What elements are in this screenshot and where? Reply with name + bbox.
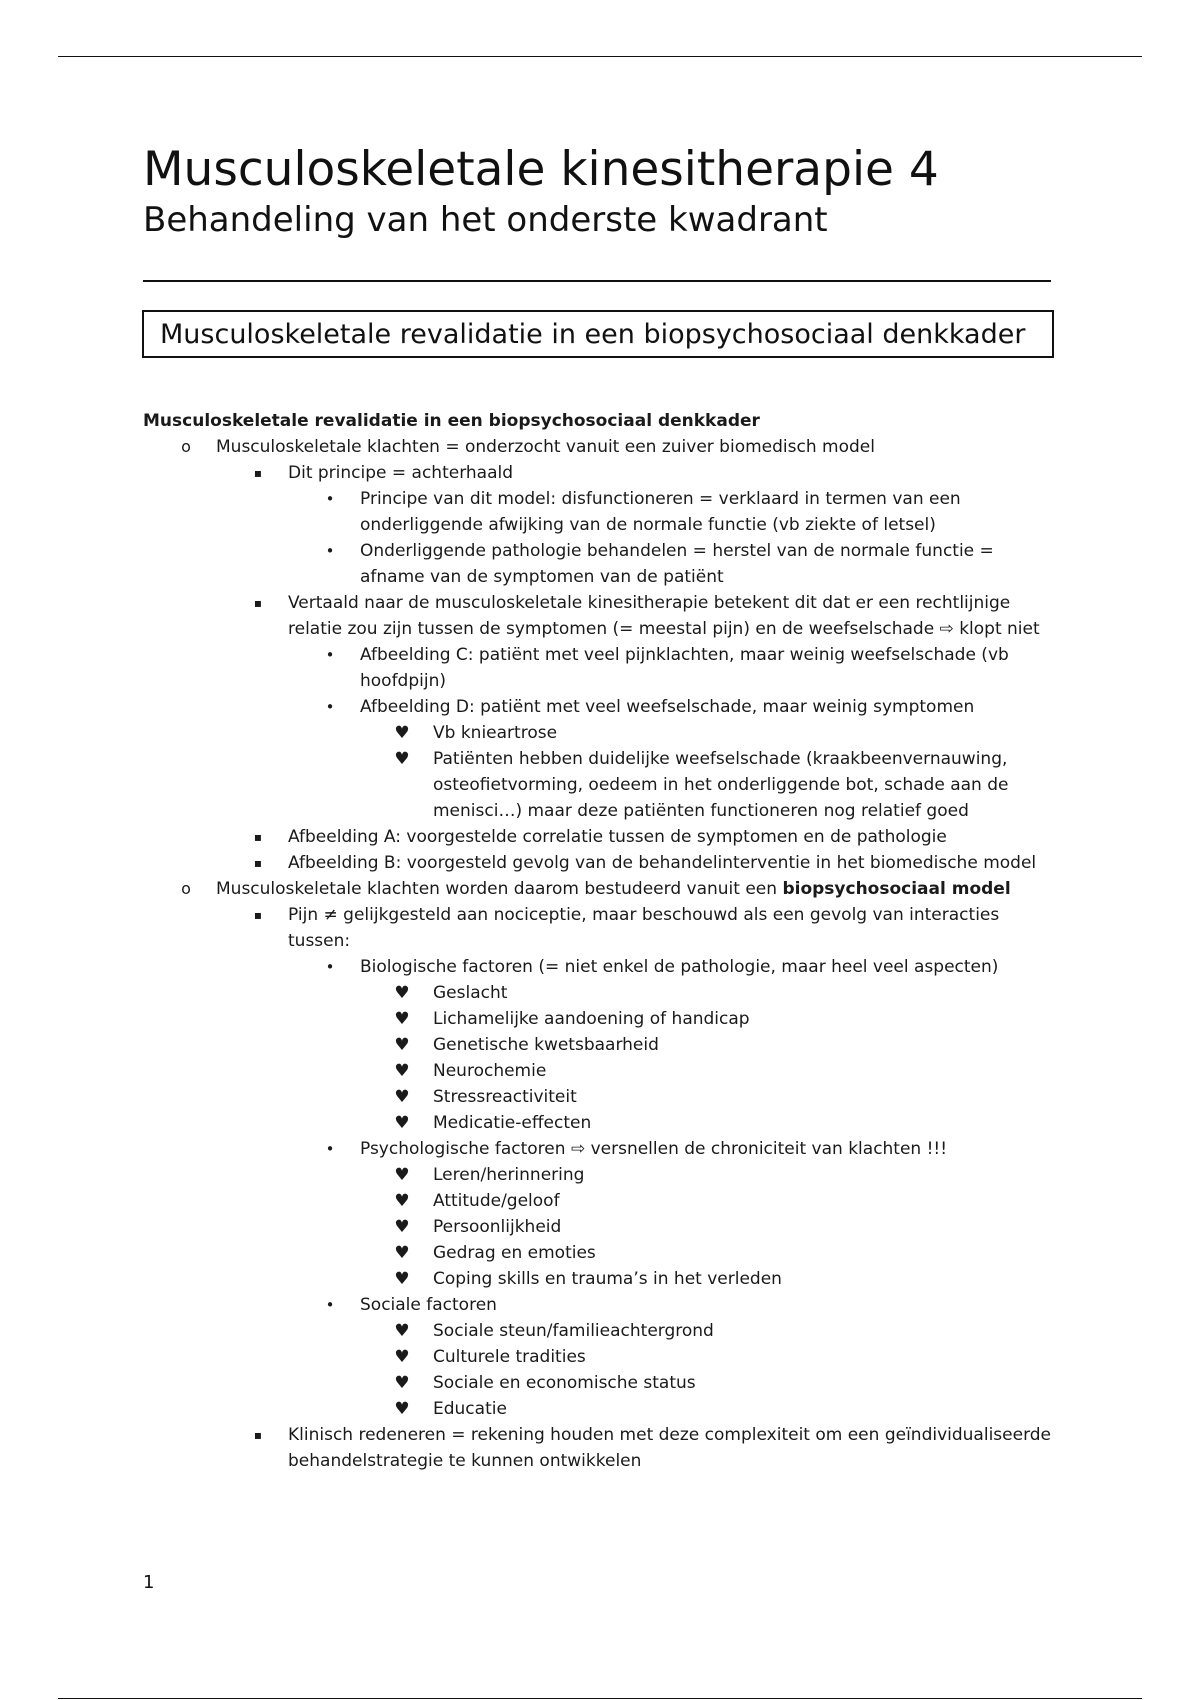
heart-bullet-icon: ♥ bbox=[394, 1113, 410, 1133]
list-item-text: Sociale factoren bbox=[360, 1295, 497, 1315]
list-item bbox=[143, 850, 1063, 876]
list-item bbox=[143, 642, 1063, 694]
list-item-text: Afbeelding D: patiënt met veel weefselschade, maar weinig symptomen bbox=[360, 697, 975, 717]
list-item bbox=[143, 538, 1063, 590]
list-item bbox=[143, 980, 1063, 1006]
list-item bbox=[143, 1136, 1063, 1162]
list-item-text: Psychologische factoren ⇨ versnellen de chroniciteit van klachten !!! bbox=[360, 1139, 948, 1159]
heart-bullet-icon: ♥ bbox=[394, 1035, 410, 1055]
heart-bullet-icon: ♥ bbox=[394, 1061, 410, 1081]
list-item bbox=[143, 720, 1063, 746]
list-item-emphasis: biopsychosociaal model bbox=[782, 879, 1011, 899]
heart-bullet-icon: ♥ bbox=[394, 1191, 410, 1211]
list-item-text: Coping skills en trauma’s in het verleden bbox=[433, 1269, 782, 1289]
list-item-text: Gedrag en emoties bbox=[433, 1243, 596, 1263]
list-item bbox=[143, 902, 1063, 954]
list-item bbox=[143, 824, 1063, 850]
list-item bbox=[143, 434, 1063, 460]
list-item-text: Geslacht bbox=[433, 983, 508, 1003]
square-bullet-icon: ▪ bbox=[253, 466, 263, 480]
list-item-text: Stressreactiviteit bbox=[433, 1087, 577, 1107]
list-item-text: Leren/herinnering bbox=[433, 1165, 585, 1185]
list-item-text: Afbeelding B: voorgesteld gevolg van de behandelinterventie in het biomedische model bbox=[288, 853, 1037, 873]
list-item-text: Sociale en economische status bbox=[433, 1373, 696, 1393]
list-item-text: Medicatie-effecten bbox=[433, 1113, 592, 1133]
heart-bullet-icon: ♥ bbox=[394, 749, 410, 769]
list-item-text: Persoonlijkheid bbox=[433, 1217, 562, 1237]
list-item-text: Principe van dit model: disfunctioneren = verklaard in termen van een onderliggende afwijking van de normale functie (vb ziekte of letsel) bbox=[360, 489, 961, 535]
list-item-text: Attitude/geloof bbox=[433, 1191, 560, 1211]
document-subtitle: Behandeling van het onderste kwadrant bbox=[143, 200, 828, 240]
heart-bullet-icon: ♥ bbox=[394, 723, 410, 743]
page-bottom-rule bbox=[58, 1698, 1142, 1699]
list-item bbox=[143, 1084, 1063, 1110]
list-item-text: Musculoskeletale klachten worden daarom bestudeerd vanuit een bbox=[216, 879, 783, 899]
list-item-text: Vb knieartrose bbox=[433, 723, 558, 743]
section-heading-box bbox=[142, 310, 1054, 358]
heart-bullet-icon: ♥ bbox=[394, 1217, 410, 1237]
list-item bbox=[143, 876, 1063, 902]
list-item bbox=[143, 1188, 1063, 1214]
list-item-text: Vertaald naar de musculoskeletale kinesitherapie betekent dit dat er een rechtlijnige relatie zou zijn tussen de symptomen (= meestal pijn) en de weefselschade ⇨ klopt niet bbox=[288, 593, 1040, 639]
document-title: Musculoskeletale kinesitherapie 4 bbox=[143, 142, 939, 197]
page-top-rule bbox=[58, 56, 1142, 57]
heart-bullet-icon: ♥ bbox=[394, 1321, 410, 1341]
list-item bbox=[143, 1214, 1063, 1240]
list-item bbox=[143, 1370, 1063, 1396]
list-item-text: Dit principe = achterhaald bbox=[288, 463, 514, 483]
list-item-text: Educatie bbox=[433, 1399, 507, 1419]
heart-bullet-icon: ♥ bbox=[394, 1347, 410, 1367]
list-item-text: Onderliggende pathologie behandelen = herstel van de normale functie = afname van de symptomen van de patiënt bbox=[360, 541, 994, 587]
list-item-text: Afbeelding A: voorgestelde correlatie tussen de symptomen en de pathologie bbox=[288, 827, 947, 847]
list-item bbox=[143, 694, 1063, 720]
heart-bullet-icon: ♥ bbox=[394, 1087, 410, 1107]
title-divider bbox=[143, 280, 1051, 282]
circle-bullet-icon: o bbox=[181, 437, 191, 456]
list-item-text: Neurochemie bbox=[433, 1061, 547, 1081]
circle-bullet-icon: o bbox=[181, 879, 191, 898]
square-bullet-icon: ▪ bbox=[253, 908, 263, 922]
list-item bbox=[143, 1006, 1063, 1032]
list-item bbox=[143, 1396, 1063, 1422]
dot-bullet-icon: • bbox=[325, 1296, 335, 1314]
dot-bullet-icon: • bbox=[325, 958, 335, 976]
list-item-text: Culturele tradities bbox=[433, 1347, 586, 1367]
dot-bullet-icon: • bbox=[325, 490, 335, 508]
list-item bbox=[143, 954, 1063, 980]
body-heading: Musculoskeletale revalidatie in een biopsychosociaal denkkader bbox=[143, 411, 760, 431]
list-item-text: Musculoskeletale klachten = onderzocht vanuit een zuiver biomedisch model bbox=[216, 437, 875, 457]
list-item-text: Biologische factoren (= niet enkel de pathologie, maar heel veel aspecten) bbox=[360, 957, 999, 977]
list-item bbox=[143, 486, 1063, 538]
heart-bullet-icon: ♥ bbox=[394, 1009, 410, 1029]
list-item bbox=[143, 590, 1063, 642]
list-item bbox=[143, 1032, 1063, 1058]
heart-bullet-icon: ♥ bbox=[394, 1243, 410, 1263]
list-item bbox=[143, 1422, 1063, 1474]
list-item-text: Lichamelijke aandoening of handicap bbox=[433, 1009, 750, 1029]
list-item bbox=[143, 460, 1063, 486]
heart-bullet-icon: ♥ bbox=[394, 1373, 410, 1393]
square-bullet-icon: ▪ bbox=[253, 830, 263, 844]
list-item bbox=[143, 1110, 1063, 1136]
heart-bullet-icon: ♥ bbox=[394, 1165, 410, 1185]
list-item bbox=[143, 1162, 1063, 1188]
dot-bullet-icon: • bbox=[325, 1140, 335, 1158]
list-item-text: Klinisch redeneren = rekening houden met deze complexiteit om een geïndividualiseerde behandelstrategie te kunnen ontwikkelen bbox=[288, 1425, 1052, 1471]
list-item bbox=[143, 1292, 1063, 1318]
page-number: 1 bbox=[143, 1572, 155, 1593]
list-item bbox=[143, 1266, 1063, 1292]
list-item bbox=[143, 1058, 1063, 1084]
list-item bbox=[143, 746, 1063, 824]
square-bullet-icon: ▪ bbox=[253, 1428, 263, 1442]
section-heading-text: Musculoskeletale revalidatie in een biopsychosociaal denkkader bbox=[160, 319, 1026, 350]
list-item-text: Pijn ≠ gelijkgesteld aan nociceptie, maar beschouwd als een gevolg van interacties tussen: bbox=[288, 905, 1000, 951]
list-item-text: Afbeelding C: patiënt met veel pijnklachten, maar weinig weefselschade (vb hoofdpijn) bbox=[360, 645, 1009, 691]
document-body bbox=[143, 408, 1063, 1474]
list-item-text: Genetische kwetsbaarheid bbox=[433, 1035, 659, 1055]
heart-bullet-icon: ♥ bbox=[394, 1269, 410, 1289]
heart-bullet-icon: ♥ bbox=[394, 1399, 410, 1419]
dot-bullet-icon: • bbox=[325, 698, 335, 716]
dot-bullet-icon: • bbox=[325, 542, 335, 560]
square-bullet-icon: ▪ bbox=[253, 856, 263, 870]
list-item bbox=[143, 1318, 1063, 1344]
dot-bullet-icon: • bbox=[325, 646, 335, 664]
square-bullet-icon: ▪ bbox=[253, 596, 263, 610]
list-item-text: Patiënten hebben duidelijke weefselschade (kraakbeenvernauwing, osteofietvorming, oedeem in het onderliggende bot, schade aan de menisci…) maar deze patiënten functioneren nog relatief goed bbox=[433, 749, 1009, 821]
heart-bullet-icon: ♥ bbox=[394, 983, 410, 1003]
list-item bbox=[143, 1344, 1063, 1370]
list-item bbox=[143, 1240, 1063, 1266]
list-item-text: Sociale steun/familieachtergrond bbox=[433, 1321, 714, 1341]
